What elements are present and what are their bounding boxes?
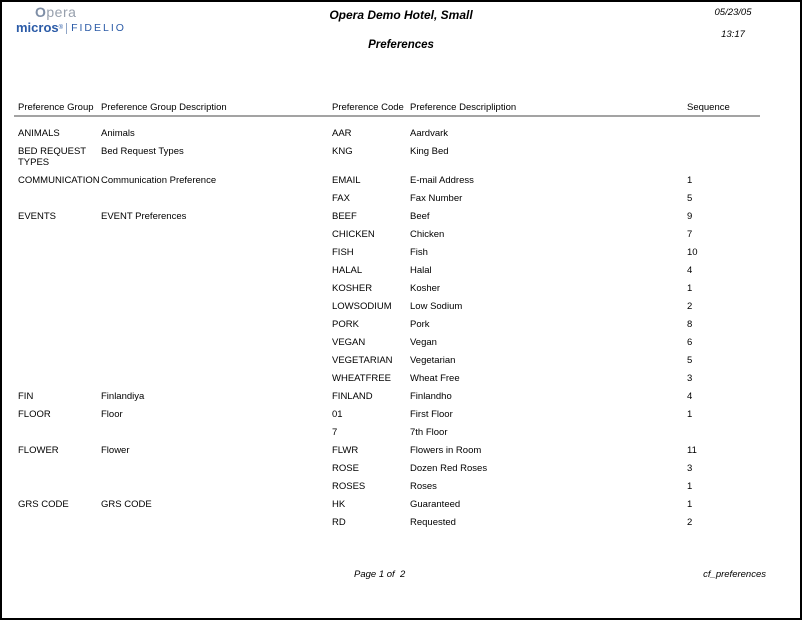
cell-preference-group-description: [101, 481, 332, 492]
cell-sequence: 7: [687, 229, 693, 240]
report-subtitle: Preferences: [368, 39, 434, 51]
cell-preference-description: Kosher: [410, 283, 441, 294]
cell-preference-code: ROSE: [332, 463, 359, 474]
cell-preference-code: ROSES: [332, 481, 366, 492]
cell-preference-description: Wheat Free: [410, 373, 460, 384]
table-row: [18, 265, 763, 276]
cell-preference-group-description: [101, 193, 332, 204]
cell-preference-group-description: GRS CODE: [101, 499, 152, 510]
table-row: [18, 517, 763, 528]
cell-preference-code: HALAL: [332, 265, 363, 276]
table-row: [18, 319, 763, 330]
cell-preference-group-description: [101, 337, 332, 348]
fidelio-logo-text: FIDELIO: [71, 22, 126, 34]
cell-preference-description: Vegan: [410, 337, 437, 348]
cell-preference-group: [18, 355, 101, 366]
cell-preference-group: [18, 193, 101, 204]
micros-fidelio-row: [16, 21, 126, 35]
table-row: [18, 427, 763, 438]
cell-preference-group-description: [101, 319, 332, 330]
cell-preference-group: [18, 301, 101, 312]
cell-preference-group: FIN: [18, 391, 34, 402]
cell-preference-group-description: [101, 229, 332, 240]
cell-preference-group: [18, 247, 101, 258]
opera-logo-text: Opera: [35, 4, 77, 20]
cell-sequence: 2: [687, 301, 693, 312]
table-row: [18, 337, 763, 348]
cell-sequence: [687, 128, 759, 139]
column-header-preference-group: Preference Group: [18, 102, 94, 113]
table-row: [18, 463, 763, 474]
cell-preference-group: EVENTS: [18, 211, 57, 222]
cell-sequence: 5: [687, 193, 693, 204]
cell-preference-group-description: Flower: [101, 445, 130, 456]
cell-preference-description: Vegetarian: [410, 355, 456, 366]
cell-preference-group: BED REQUEST TYPES: [18, 146, 86, 168]
cell-preference-group: [18, 265, 101, 276]
column-header-preference-description: Preference Descripliption: [410, 102, 517, 113]
table-row: [18, 193, 763, 204]
cell-preference-group-description: Communication Preference: [101, 175, 217, 186]
cell-preference-code: LOWSODIUM: [332, 301, 392, 312]
cell-preference-group: COMMUNICATION: [18, 175, 100, 186]
table-row: [18, 355, 763, 366]
cell-sequence: 9: [687, 211, 693, 222]
micros-logo-text: micros: [16, 20, 59, 35]
cell-preference-group: FLOOR: [18, 409, 51, 420]
table-row: [18, 481, 763, 492]
cell-sequence: 1: [687, 283, 693, 294]
cell-preference-description: 7th Floor: [410, 427, 448, 438]
cell-preference-code: FINLAND: [332, 391, 373, 402]
cell-sequence: 6: [687, 337, 693, 348]
cell-preference-group-description: [101, 283, 332, 294]
table-row: [18, 175, 763, 186]
cell-preference-group: [18, 481, 101, 492]
cell-preference-description: Halal: [410, 265, 432, 276]
cell-preference-description: Flowers in Room: [410, 445, 482, 456]
cell-preference-description: Fish: [410, 247, 428, 258]
cell-preference-group: [18, 319, 101, 330]
table-row: [18, 283, 763, 294]
cell-preference-description: Fax Number: [410, 193, 463, 204]
column-header-sequence: Sequence: [687, 102, 730, 113]
cell-sequence: [687, 146, 759, 168]
cell-preference-group: [18, 373, 101, 384]
cell-preference-group-description: Animals: [101, 128, 135, 139]
table-row: [18, 409, 763, 420]
cell-preference-description: First Floor: [410, 409, 453, 420]
table-row: [18, 499, 763, 510]
cell-sequence: 2: [687, 517, 693, 528]
cell-preference-group: [18, 229, 101, 240]
cell-preference-group: FLOWER: [18, 445, 59, 456]
cell-preference-description: E-mail Address: [410, 175, 474, 186]
cell-preference-code: EMAIL: [332, 175, 361, 186]
report-date: 05/23/05: [714, 7, 752, 18]
cell-preference-group-description: [101, 517, 332, 528]
cell-preference-code: RD: [332, 517, 346, 528]
cell-preference-description: Low Sodium: [410, 301, 463, 312]
cell-preference-code: FISH: [332, 247, 354, 258]
cell-preference-group-description: Bed Request Types: [101, 146, 184, 157]
cell-sequence: 1: [687, 175, 693, 186]
cell-preference-group-description: [101, 427, 332, 438]
cell-preference-code: 01: [332, 409, 343, 420]
cell-preference-code: KOSHER: [332, 283, 373, 294]
cell-preference-code: KNG: [332, 146, 353, 157]
report-id-label: cf_preferences: [703, 569, 766, 580]
cell-sequence: 8: [687, 319, 693, 330]
table-row: [18, 247, 763, 258]
cell-sequence: 3: [687, 463, 693, 474]
cell-preference-group: GRS CODE: [18, 499, 69, 510]
cell-preference-description: Guaranteed: [410, 499, 461, 510]
cell-preference-description: Beef: [410, 211, 430, 222]
cell-preference-group: [18, 427, 101, 438]
cell-preference-group-description: Finlandiya: [101, 391, 145, 402]
header-rule: [14, 115, 760, 117]
report-time: 13:17: [721, 29, 745, 40]
cell-preference-description: Dozen Red Roses: [410, 463, 488, 474]
cell-preference-code: BEEF: [332, 211, 357, 222]
table-row: [18, 229, 763, 240]
cell-preference-group: [18, 283, 101, 294]
cell-preference-code: CHICKEN: [332, 229, 375, 240]
cell-preference-group: [18, 517, 101, 528]
cell-preference-code: AAR: [332, 128, 352, 139]
table-row: [18, 301, 763, 312]
cell-preference-code: HK: [332, 499, 346, 510]
cell-preference-group-description: [101, 247, 332, 258]
cell-preference-description: Pork: [410, 319, 430, 330]
column-header-preference-group-description: Preference Group Description: [101, 102, 227, 113]
cell-preference-code: VEGETARIAN: [332, 355, 393, 366]
table-header-row: [18, 102, 763, 113]
table-row: [18, 128, 763, 139]
cell-preference-group: [18, 463, 101, 474]
cell-preference-description: Requested: [410, 517, 456, 528]
table-row: [18, 445, 763, 456]
cell-sequence: 10: [687, 247, 698, 258]
cell-sequence: 4: [687, 265, 693, 276]
cell-sequence: 3: [687, 373, 693, 384]
table-row: [18, 391, 763, 402]
registered-mark: ®: [58, 25, 64, 31]
cell-preference-description: Finlandho: [410, 391, 452, 402]
logo-divider: [66, 23, 67, 34]
cell-preference-group: ANIMALS: [18, 128, 60, 139]
cell-sequence: [687, 427, 759, 438]
cell-preference-group-description: EVENT Preferences: [101, 211, 187, 222]
page-number-label: Page 1 of 2: [354, 569, 406, 580]
cell-sequence: 4: [687, 391, 693, 402]
cell-preference-code: FLWR: [332, 445, 359, 456]
cell-preference-group: [18, 337, 101, 348]
report-datetime: [697, 7, 769, 40]
cell-sequence: 1: [687, 481, 693, 492]
cell-preference-group-description: [101, 301, 332, 312]
cell-preference-group-description: Floor: [101, 409, 123, 420]
table-body: [18, 128, 763, 535]
cell-preference-description: Chicken: [410, 229, 445, 240]
report-title: Opera Demo Hotel, Small: [329, 8, 473, 22]
cell-preference-code: PORK: [332, 319, 359, 330]
cell-preference-group-description: [101, 355, 332, 366]
cell-preference-description: Aardvark: [410, 128, 449, 139]
cell-sequence: 1: [687, 499, 693, 510]
cell-preference-group-description: [101, 463, 332, 474]
cell-preference-description: Roses: [410, 481, 437, 492]
cell-preference-description: King Bed: [410, 146, 449, 157]
cell-preference-code: FAX: [332, 193, 350, 204]
cell-sequence: 1: [687, 409, 693, 420]
cell-sequence: 5: [687, 355, 693, 366]
cell-preference-group-description: [101, 265, 332, 276]
table-row: [18, 373, 763, 384]
cell-sequence: 11: [687, 445, 697, 456]
cell-preference-code: 7: [332, 427, 338, 438]
cell-preference-code: WHEATFREE: [332, 373, 391, 384]
cell-preference-group-description: [101, 373, 332, 384]
table-row: [18, 211, 763, 222]
table-row: [18, 146, 763, 168]
column-header-preference-code: Preference Code: [332, 102, 404, 113]
cell-preference-code: VEGAN: [332, 337, 366, 348]
